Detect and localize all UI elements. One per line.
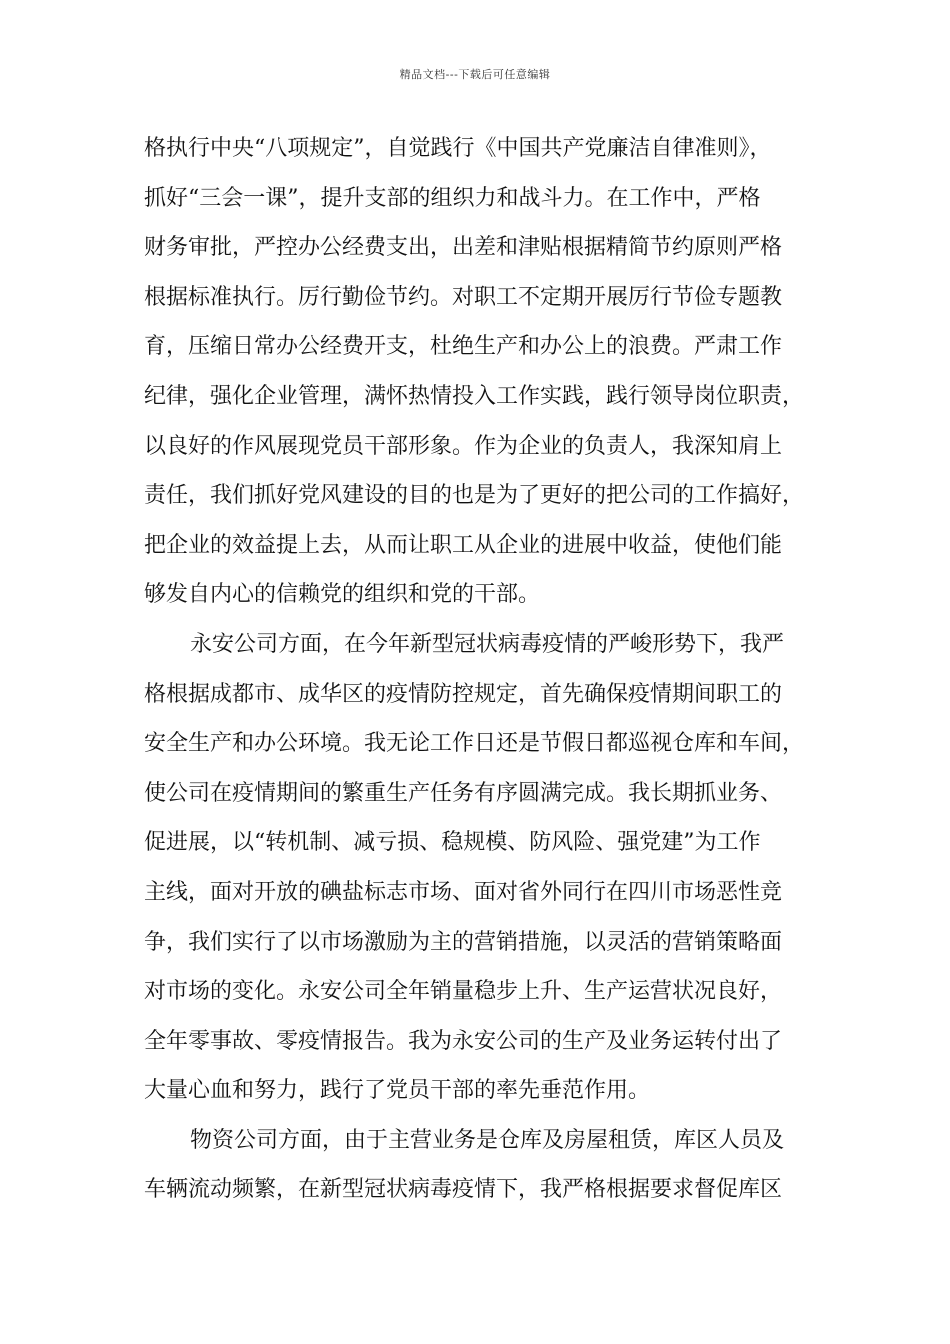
text-line: 争，我们实行了以市场激励为主的营销措施，以灵活的营销策略面 — [144, 929, 783, 955]
text-line: 大量心血和努力，践行了党员干部的率先垂范作用。 — [144, 1078, 651, 1104]
text-line: 抓好“三会一课”，提升支部的组织力和战斗力。在工作中，严格 — [144, 185, 761, 211]
text-line: 主线，面对开放的碘盐标志市场、面对省外同行在四川市场恶性竞 — [144, 879, 783, 905]
document-body — [144, 124, 826, 1215]
text-line: 安全生产和办公环境。我无论工作日还是节假日都巡视仓库和车间， — [144, 731, 805, 757]
text-line: 责任，我们抓好党风建设的目的也是为了更好的把公司的工作搞好， — [144, 483, 805, 509]
text-line: 把企业的效益提上去，从而让职工从企业的进展中收益，使他们能 — [144, 532, 783, 558]
text-line: 财务审批，严控办公经费支出，出差和津贴根据精简节约原则严格 — [144, 235, 783, 261]
text-line: 永安公司方面，在今年新型冠状病毒疫情的严峻形势下，我严 — [190, 631, 785, 657]
page-header: 精品文档---下载后可任意编辑 — [399, 68, 551, 81]
text-line: 物资公司方面，由于主营业务是仓库及房屋租赁，库区人员及 — [190, 1127, 785, 1153]
text-line: 格根据成都市、成华区的疫情防控规定，首先确保疫情期间职工的 — [144, 681, 783, 707]
text-line: 根据标准执行。厉行勤俭节约。对职工不定期开展厉行节俭专题教 — [144, 284, 783, 310]
text-line: 以良好的作风展现党员干部形象。作为企业的负责人，我深知肩上 — [144, 433, 783, 459]
text-line: 车辆流动频繁，在新型冠状病毒疫情下，我严格根据要求督促库区 — [144, 1177, 783, 1203]
text-line: 育，压缩日常办公经费开支，杜绝生产和办公上的浪费。严肃工作 — [144, 334, 783, 360]
text-line: 够发自内心的信赖党的组织和党的干部。 — [144, 582, 541, 608]
text-line: 纪律，强化企业管理，满怀热情投入工作实践，践行领导岗位职责， — [144, 383, 805, 409]
text-line: 格执行中央“八项规定”，自觉践行《中国共产党廉洁自律准则》， — [144, 136, 772, 161]
text-line: 使公司在疫情期间的繁重生产任务有序圆满完成。我长期抓业务、 — [144, 780, 783, 806]
text-line: 促进展，以“转机制、减亏损、稳规模、防风险、强党建”为工作 — [144, 830, 761, 856]
text-line: 对市场的变化。永安公司全年销量稳步上升、生产运营状况良好， — [144, 979, 783, 1005]
text-line: 全年零事故、零疫情报告。我为永安公司的生产及业务运转付出了 — [144, 1028, 783, 1054]
